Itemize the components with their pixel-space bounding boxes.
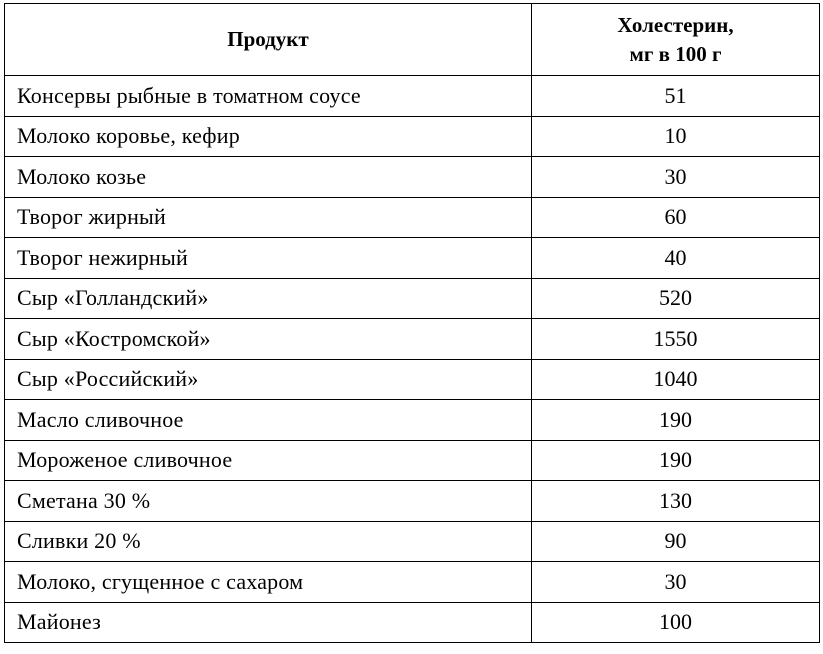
- cholesterol-cell: 130: [532, 481, 820, 522]
- cholesterol-cell: 100: [532, 602, 820, 643]
- product-cell: Консервы рыбные в томатном соусе: [5, 76, 532, 117]
- table-row: [5, 238, 820, 279]
- cholesterol-cell: 190: [532, 400, 820, 441]
- product-cell: Молоко, сгущенное с сахаром: [5, 562, 532, 603]
- table-row: [5, 157, 820, 198]
- product-cell: Майонез: [5, 602, 532, 643]
- product-cell: Молоко коровье, кефир: [5, 116, 532, 157]
- header-cholesterol: [532, 4, 820, 76]
- cholesterol-cell: 51: [532, 76, 820, 117]
- cholesterol-cell: 520: [532, 278, 820, 319]
- header-cholesterol-line2: мг в 100 г: [629, 41, 722, 66]
- cholesterol-table: [4, 3, 820, 643]
- cholesterol-cell: 190: [532, 440, 820, 481]
- table-row: [5, 562, 820, 603]
- table-row: [5, 521, 820, 562]
- cholesterol-cell: 60: [532, 197, 820, 238]
- header-product-label: Продукт: [227, 27, 309, 51]
- header-product: [5, 4, 532, 76]
- product-cell: Сметана 30 %: [5, 481, 532, 522]
- cholesterol-cell: 1040: [532, 359, 820, 400]
- cholesterol-cell: 10: [532, 116, 820, 157]
- product-cell: Сливки 20 %: [5, 521, 532, 562]
- product-cell: Мороженое сливочное: [5, 440, 532, 481]
- cholesterol-cell: 40: [532, 238, 820, 279]
- product-cell: Творог нежирный: [5, 238, 532, 279]
- product-cell: Сыр «Костромской»: [5, 319, 532, 360]
- product-cell: Творог жирный: [5, 197, 532, 238]
- product-cell: Масло сливочное: [5, 400, 532, 441]
- table-row: [5, 440, 820, 481]
- table-header-row: [5, 4, 820, 76]
- table-row: [5, 602, 820, 643]
- header-cholesterol-line1: Холестерин,: [617, 12, 734, 37]
- cholesterol-cell: 1550: [532, 319, 820, 360]
- table-row: [5, 400, 820, 441]
- table-row: [5, 278, 820, 319]
- product-cell: Сыр «Российский»: [5, 359, 532, 400]
- product-cell: Молоко козье: [5, 157, 532, 198]
- table-row: [5, 359, 820, 400]
- cholesterol-cell: 90: [532, 521, 820, 562]
- product-cell: Сыр «Голландский»: [5, 278, 532, 319]
- cholesterol-cell: 30: [532, 157, 820, 198]
- cholesterol-cell: 30: [532, 562, 820, 603]
- table-row: [5, 197, 820, 238]
- cholesterol-table-container: [4, 3, 819, 643]
- table-row: [5, 76, 820, 117]
- table-row: [5, 481, 820, 522]
- table-row: [5, 116, 820, 157]
- table-row: [5, 319, 820, 360]
